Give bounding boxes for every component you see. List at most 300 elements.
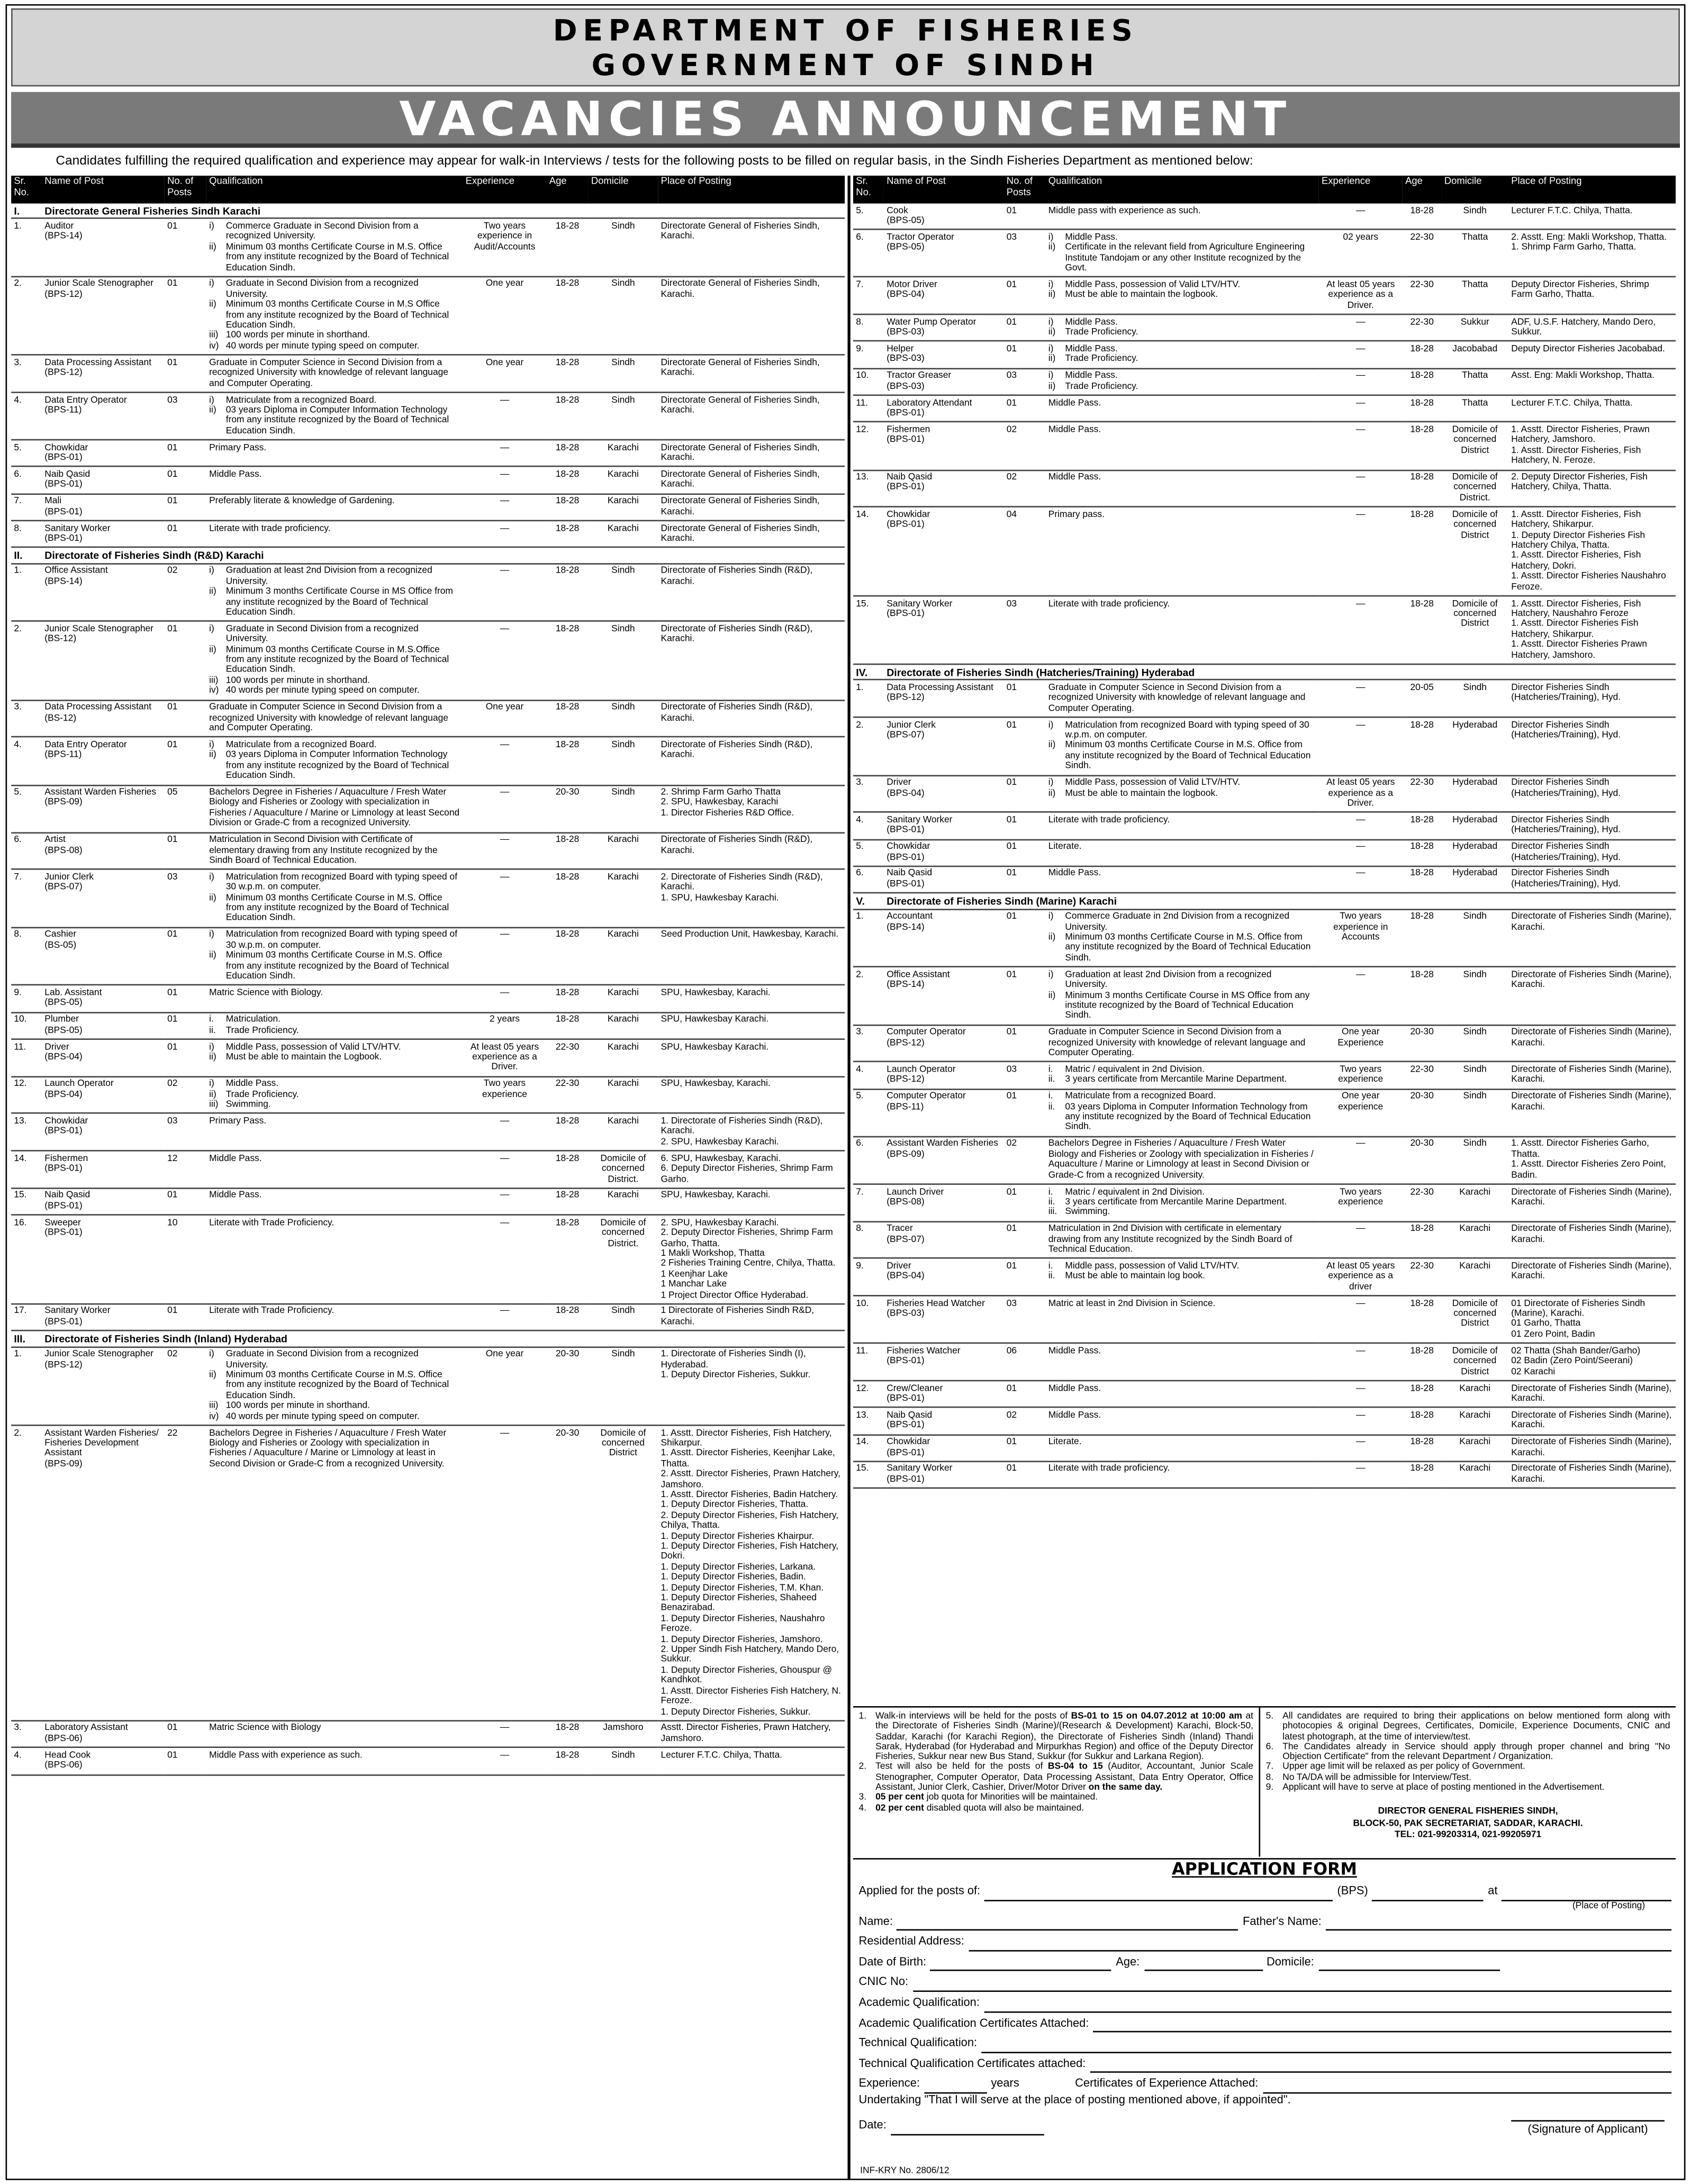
academic-cert-field[interactable] [1093, 2018, 1671, 2032]
qualification-item [1048, 720, 1316, 741]
domicile: Thatta [1442, 277, 1508, 314]
note-number: 3. [858, 1793, 867, 1803]
label-cnic: CNIC No: [858, 1974, 909, 1989]
place-of-posting [1508, 596, 1676, 664]
notes-left [853, 1708, 1260, 1857]
item-marker: i) [209, 279, 214, 289]
item-text: Graduate in Second Division from a recognized University. [225, 279, 419, 300]
experience: Two years experience in Accounts [1319, 909, 1403, 967]
item-text: Middle Pass. [1065, 317, 1118, 328]
table-row [853, 1462, 1676, 1489]
item-text: Middle Pass. [209, 1154, 262, 1164]
place-of-posting [658, 440, 845, 467]
place-field[interactable] [1502, 1887, 1671, 1900]
item-marker: i) [209, 930, 214, 940]
exp-cert-field[interactable] [1262, 2080, 1671, 2094]
experience: Two years experience [1319, 1184, 1403, 1221]
item-marker: iv) [209, 341, 219, 351]
section-heading [11, 548, 845, 564]
domicile: Domicile of concerned District. [589, 1151, 658, 1188]
number-of-posts: 03 [1003, 368, 1045, 395]
number-of-posts: 01 [165, 219, 206, 276]
note-text [875, 1712, 1253, 1763]
place-of-posting [1508, 1089, 1676, 1137]
number-of-posts: 02 [165, 1347, 206, 1425]
qualification-item [1048, 815, 1316, 826]
post-grade: (BPS-09) [44, 1459, 83, 1469]
domicile: Sindh [589, 737, 658, 785]
number-of-posts: 01 [1003, 1221, 1045, 1258]
item-marker: ii) [1048, 328, 1056, 338]
domicile: Karachi [1442, 1381, 1508, 1408]
qualification [206, 277, 463, 355]
number-of-posts: 04 [1003, 507, 1045, 596]
qualification-item [209, 341, 460, 352]
qualification-item [1048, 1262, 1316, 1272]
posting-line: 1. Deputy Director Fisheries, Sukkur. [661, 1370, 811, 1380]
item-marker: iv) [209, 1411, 219, 1421]
experience: — [1319, 341, 1403, 368]
table-row [853, 1381, 1676, 1408]
posting-line: Director Fisheries Sindh (Hatcheries/Training), Hyd. [1511, 815, 1621, 836]
post-title: Water Pump Operator [887, 317, 976, 328]
number-of-posts: 01 [1003, 277, 1045, 314]
table-row [853, 1296, 1676, 1344]
item-text: Matric at least in 2nd Division in Science. [1048, 1298, 1216, 1309]
post-name [884, 717, 1004, 775]
post-title: Chowkidar [44, 442, 88, 453]
qualification-item [209, 566, 460, 587]
note-item [859, 1712, 1253, 1763]
domicile-field[interactable] [1318, 1958, 1499, 1971]
place-of-posting [658, 277, 845, 355]
post-grade: (BPS-12) [44, 289, 83, 300]
note-segment: No TA/DA will be admissible for Interview/Test. [1282, 1772, 1471, 1783]
posting-line: Lecturer F.T.C. Chilya, Thatta. [661, 1750, 782, 1761]
qualification-item [1048, 1224, 1316, 1255]
table-row [11, 1215, 845, 1304]
qualification-item [209, 242, 460, 274]
note-segment: Applicant will have to serve at place of posting mentioned in the Advertisement. [1282, 1783, 1605, 1793]
qualification-item [209, 1218, 460, 1228]
post-grade: (BPS-04) [887, 1272, 925, 1282]
place-of-posting [658, 1747, 845, 1774]
place-of-posting [1508, 204, 1676, 230]
item-text: Matriculation. [225, 1015, 281, 1025]
post-title: Cashier [44, 930, 77, 940]
post-name [884, 1344, 1004, 1381]
experience: Two years experience in Audit/Accounts [463, 219, 546, 276]
posting-line: 02 Badin (Zero Point/Seerani) [1511, 1356, 1633, 1366]
place-of-posting [1508, 1025, 1676, 1062]
place-of-posting [1508, 1462, 1676, 1489]
post-grade: (BPS-01) [887, 1393, 925, 1404]
post-title: Head Cook [44, 1750, 91, 1761]
item-text: Matric / equivalent in 2nd Division. [1065, 1065, 1205, 1075]
experience: — [463, 1425, 546, 1720]
posting-line: 1. Asstt. Director Fisheries, Fish Hatchery, Shikarpur. [1511, 510, 1641, 530]
posting-line: Directorate of Fisheries Sindh (Marine), Karachi. [1511, 1383, 1672, 1404]
place-of-posting [658, 1425, 845, 1720]
column-header: Domicile [1442, 176, 1508, 204]
place-of-posting [658, 1012, 845, 1039]
post-name [42, 869, 165, 927]
item-text: Middle Pass. [1048, 473, 1101, 483]
experience: One year [463, 1347, 546, 1425]
qualification-item [1048, 318, 1316, 328]
age-limit: 18-28 [547, 277, 589, 355]
note-number: 4. [858, 1803, 867, 1813]
experience: — [1319, 1435, 1403, 1462]
experience: — [463, 869, 546, 927]
posting-line: Director Fisheries Sindh (Hatcheries/Training), Hyd. [1511, 778, 1621, 798]
number-of-posts: 02 [1003, 422, 1045, 470]
qualification-item [209, 872, 460, 893]
post-name [884, 596, 1004, 664]
domicile: Sindh [1442, 1089, 1508, 1137]
father-name-field[interactable] [1326, 1917, 1671, 1931]
item-text: Minimum 03 months Certificate Course in M.S. Office from any institute recognized by the Board of Technical Education Sindh. [1065, 932, 1311, 963]
technical-field[interactable] [981, 2039, 1671, 2053]
posting-line: Directorate of Fisheries Sindh (Marine), Karachi. [1511, 1065, 1672, 1085]
qualification-item [1048, 599, 1316, 609]
item-marker: i) [1048, 969, 1054, 980]
qualification [206, 1012, 463, 1039]
post-title: Assistant Warden Fisheries [887, 1139, 998, 1149]
technical-cert-field[interactable] [1090, 2059, 1671, 2073]
serial-number: 14. [853, 507, 884, 596]
post-title: Helper [887, 344, 914, 354]
serial-number: 3. [11, 355, 42, 392]
place-of-posting [658, 928, 845, 985]
domicile: Domicile of concerned District [1442, 422, 1508, 470]
qualification [1046, 507, 1319, 596]
qualification-item [1048, 990, 1316, 1021]
number-of-posts: 01 [165, 1304, 206, 1331]
posting-line: 1. Asstt. Director Fisheries, Fish Hatchery, N. Feroze. [1511, 446, 1641, 466]
qualification-item [209, 1428, 460, 1470]
section-number: IV. [853, 664, 884, 680]
serial-number: 14. [11, 1151, 42, 1188]
qualification-item [1048, 1346, 1316, 1357]
post-field[interactable] [984, 1887, 1333, 1900]
posting-line: Director Fisheries Sindh (Hatcheries/Training), Hyd. [1511, 683, 1621, 703]
serial-number: 10. [11, 1012, 42, 1039]
post-grade: (BPS-03) [887, 355, 925, 365]
post-title: Computer Operator [887, 1027, 966, 1038]
post-name [884, 1137, 1004, 1184]
note-item [1266, 1712, 1670, 1743]
column-header: No. of Posts [165, 176, 206, 204]
table-row [11, 1304, 845, 1331]
serial-number: 13. [11, 1113, 42, 1150]
posting-line: Directorate of Fisheries Sindh (R&D), Karachi. [661, 835, 813, 856]
cnic-field[interactable] [912, 1978, 1671, 1992]
serial-number: 5. [853, 839, 884, 866]
table-header [853, 176, 1676, 204]
post-title: Launch Driver [887, 1186, 944, 1197]
experience: — [1319, 314, 1403, 341]
posting-line: 02 Thatta (Shah Bander/Garho) [1511, 1346, 1641, 1356]
post-grade: (BPS-01) [887, 435, 925, 446]
note-text [1282, 1773, 1471, 1783]
column-header: Age [1403, 176, 1442, 204]
post-title: Fishermen [887, 425, 930, 435]
serial-number: 4. [853, 812, 884, 839]
label-applied: Applied for the posts of: [858, 1883, 981, 1897]
post-name [884, 812, 1004, 839]
serial-number: 15. [853, 596, 884, 664]
table-row [853, 395, 1676, 422]
qualification-item [209, 645, 460, 676]
experience: 2 years [463, 1012, 546, 1039]
item-text: Commerce Graduate in Second Division from a recognized University. [225, 221, 419, 242]
domicile: Thatta [1442, 395, 1508, 422]
post-grade: (BPS-14) [887, 922, 925, 932]
item-marker: i) [209, 221, 214, 231]
column-header: Experience [463, 176, 546, 204]
note-number: 5. [1265, 1711, 1274, 1721]
table-row [853, 230, 1676, 277]
department-header [11, 8, 1680, 87]
table-row [853, 507, 1676, 596]
item-marker: iii) [209, 1100, 219, 1110]
serial-number: 8. [853, 1221, 884, 1258]
item-text: Middle Pass, possession of Valid LTV/HTV. [225, 1041, 401, 1052]
item-marker: ii) [209, 587, 216, 597]
qualification-item [1048, 1092, 1316, 1102]
column-header: Qualification [1046, 176, 1319, 204]
serial-number: 8. [11, 928, 42, 985]
domicile: Sindh [1442, 1062, 1508, 1089]
domicile: Jacobabad [1442, 341, 1508, 368]
table-row [11, 440, 845, 467]
post-grade: (BPS-01) [44, 453, 83, 463]
domicile: Domicile of concerned District [1442, 596, 1508, 664]
serial-number: 15. [11, 1188, 42, 1215]
column-header: Name of Post [42, 176, 165, 204]
experience: — [1319, 422, 1403, 470]
qualification [206, 1113, 463, 1150]
academic-field[interactable] [984, 1998, 1671, 2012]
signatory [1266, 1807, 1670, 1842]
qualification-item [1048, 1028, 1316, 1059]
posting-line: 1. Asstt. Director Fisheries Zero Point, Badin. [1511, 1159, 1666, 1180]
age-limit: 18-28 [547, 1304, 589, 1331]
post-grade: (BPS-01) [887, 609, 925, 619]
qualification [1046, 1184, 1319, 1221]
posting-line: 1 Project Director Office Hyderabad. [661, 1290, 809, 1300]
qualification [1046, 1137, 1319, 1184]
domicile: Sindh [589, 621, 658, 700]
post-title: Sanitary Worker [44, 1307, 111, 1317]
number-of-posts: 10 [165, 1215, 206, 1304]
item-marker: ii) [209, 242, 216, 252]
post-grade: (BPS-01) [887, 852, 925, 863]
name-field[interactable] [897, 1917, 1238, 1931]
signature-line[interactable]: (Signature of Applicant) [1511, 2119, 1665, 2135]
place-of-posting [1508, 909, 1676, 967]
posting-line: Directorate General of Fisheries Sindh, Karachi. [661, 496, 820, 517]
age-limit: 18-28 [547, 494, 589, 521]
age-limit: 18-28 [1403, 204, 1442, 230]
place-of-posting [1508, 1296, 1676, 1344]
experience: — [1319, 717, 1403, 775]
place-of-posting [658, 621, 845, 700]
signatory-address: BLOCK-50, PAK SECRETARIAT, SADDAR, KARACHI. [1353, 1818, 1583, 1829]
item-text: 3 years certificate from Mercantile Marine Department. [1065, 1197, 1287, 1207]
table-row [11, 1425, 845, 1720]
qualification [206, 521, 463, 548]
posting-line: 2. Asstt. Eng: Makli Workshop, Thatta. [1511, 232, 1667, 242]
serial-number: 3. [853, 1025, 884, 1062]
post-grade: (BPS-01) [887, 825, 925, 836]
domicile: Thatta [1442, 230, 1508, 277]
number-of-posts: 02 [165, 564, 206, 621]
post-grade: (BPS-12) [887, 1038, 925, 1048]
age-field[interactable] [1144, 1958, 1262, 1971]
post-grade: (BPS-05) [44, 1025, 83, 1036]
vacancy-table [11, 176, 845, 1775]
item-text: Middle Pass. [1065, 344, 1118, 354]
posting-line: Directorate of Fisheries Sindh (Marine), Karachi. [1511, 969, 1672, 990]
post-grade: (BPS-11) [44, 750, 82, 760]
domicile: Karachi [589, 985, 658, 1012]
label-father: Father's Name: [1243, 1913, 1322, 1927]
section-number: II. [11, 548, 42, 564]
experience: — [463, 521, 546, 548]
application-form [853, 1858, 1676, 2135]
number-of-posts: 01 [1003, 341, 1045, 368]
qualification-item [209, 300, 460, 331]
item-text: 100 words per minute in shorthand. [225, 1401, 370, 1411]
note-item [859, 1763, 1253, 1793]
table-row [853, 717, 1676, 775]
age-limit: 18-28 [1403, 909, 1442, 967]
qualification [1046, 368, 1319, 395]
serial-number: 1. [853, 909, 884, 967]
post-title: Data Entry Operator [44, 740, 127, 750]
post-grade: (BPS-11) [887, 1102, 924, 1112]
post-name [884, 1221, 1004, 1258]
number-of-posts: 01 [165, 355, 206, 392]
bps-field[interactable] [1372, 1887, 1484, 1900]
table-row [11, 832, 845, 869]
table-row [11, 564, 845, 621]
experience-years-field[interactable] [924, 2080, 987, 2094]
domicile: Sukkur [1442, 314, 1508, 341]
item-text: Literate with trade proficiency. [1048, 1464, 1170, 1474]
item-text: Preferably literate & knowledge of Gardening. [209, 496, 395, 506]
number-of-posts: 01 [1003, 1381, 1045, 1408]
item-text: Middle Pass. [1048, 1410, 1101, 1420]
column-header: Name of Post [884, 176, 1004, 204]
item-text: Middle Pass. [1065, 232, 1118, 242]
number-of-posts: 03 [165, 1113, 206, 1150]
table-row [11, 1039, 845, 1076]
qualification-item [209, 587, 460, 618]
post-name [42, 277, 165, 355]
domicile: Sindh [589, 564, 658, 621]
item-text: Middle Pass. [1048, 1346, 1101, 1356]
qualification-item [1048, 382, 1316, 392]
domicile: Sindh [589, 1747, 658, 1774]
item-marker: i) [1048, 720, 1054, 730]
dob-field[interactable] [930, 1958, 1111, 1971]
qualification-item [1048, 778, 1316, 789]
note-text [875, 1763, 1253, 1793]
number-of-posts: 02 [1003, 470, 1045, 507]
note-item [1266, 1773, 1670, 1783]
table-row [853, 1025, 1676, 1062]
domicile: Sindh [589, 277, 658, 355]
serial-number: 3. [11, 700, 42, 737]
item-text: Middle Pass. [209, 1191, 262, 1201]
posting-line: Directorate of Fisheries Sindh (Marine), Karachi. [1511, 1027, 1672, 1048]
number-of-posts: 03 [1003, 596, 1045, 664]
posting-line: Directorate of Fisheries Sindh (Marine), Karachi. [1511, 912, 1672, 932]
item-marker: ii) [209, 300, 216, 310]
experience: — [1319, 812, 1403, 839]
place-of-posting [658, 355, 845, 392]
number-of-posts: 01 [1003, 1089, 1045, 1137]
table-row [11, 355, 845, 392]
qualification [206, 564, 463, 621]
place-of-posting [1508, 717, 1676, 775]
address-field[interactable] [969, 1937, 1671, 1951]
qualification [206, 1347, 463, 1425]
item-marker: ii) [1048, 788, 1056, 798]
post-grade: (BPS-01) [887, 1356, 925, 1366]
qualification-item [1048, 328, 1316, 338]
item-text: 40 words per minute typing speed on computer. [225, 686, 420, 696]
post-name [42, 1012, 165, 1039]
posting-line: 1 Keenjhar Lake [661, 1269, 728, 1280]
date-field[interactable] [891, 2121, 1044, 2135]
serial-number: 12. [11, 1076, 42, 1113]
qualification-item [209, 893, 460, 924]
post-name [42, 467, 165, 494]
number-of-posts: 03 [1003, 1296, 1045, 1344]
qualification-item [1048, 1299, 1316, 1309]
serial-number: 11. [11, 1039, 42, 1076]
post-title: Launch Operator [887, 1065, 956, 1075]
serial-number: 5. [853, 204, 884, 230]
qualification-item [209, 279, 460, 300]
post-grade: (BPS-01) [44, 1201, 83, 1211]
domicile: Sindh [589, 219, 658, 276]
number-of-posts: 01 [1003, 1184, 1045, 1221]
place-of-posting [1508, 967, 1676, 1025]
post-name [884, 775, 1004, 812]
note-text [1282, 1712, 1670, 1743]
post-name [884, 1184, 1004, 1221]
age-limit: 20-30 [1403, 1089, 1442, 1137]
qualification [206, 737, 463, 785]
post-name [42, 1747, 165, 1774]
posting-line: 6. Deputy Director Fisheries, Shrimp Farm Garho. [661, 1164, 833, 1184]
qualification [206, 985, 463, 1012]
post-title: Office Assistant [44, 566, 108, 576]
qualification-item [1048, 1272, 1316, 1282]
age-limit: 18-28 [547, 737, 589, 785]
qualification [206, 1076, 463, 1113]
post-grade: (BPS-01) [44, 1164, 83, 1174]
number-of-posts: 01 [165, 494, 206, 521]
posting-line: 2. Asstt. Director Fisheries, Prawn Hatchery, Jamshoro. [661, 1469, 840, 1490]
age-limit: 22-30 [1403, 775, 1442, 812]
experience: — [1319, 866, 1403, 893]
